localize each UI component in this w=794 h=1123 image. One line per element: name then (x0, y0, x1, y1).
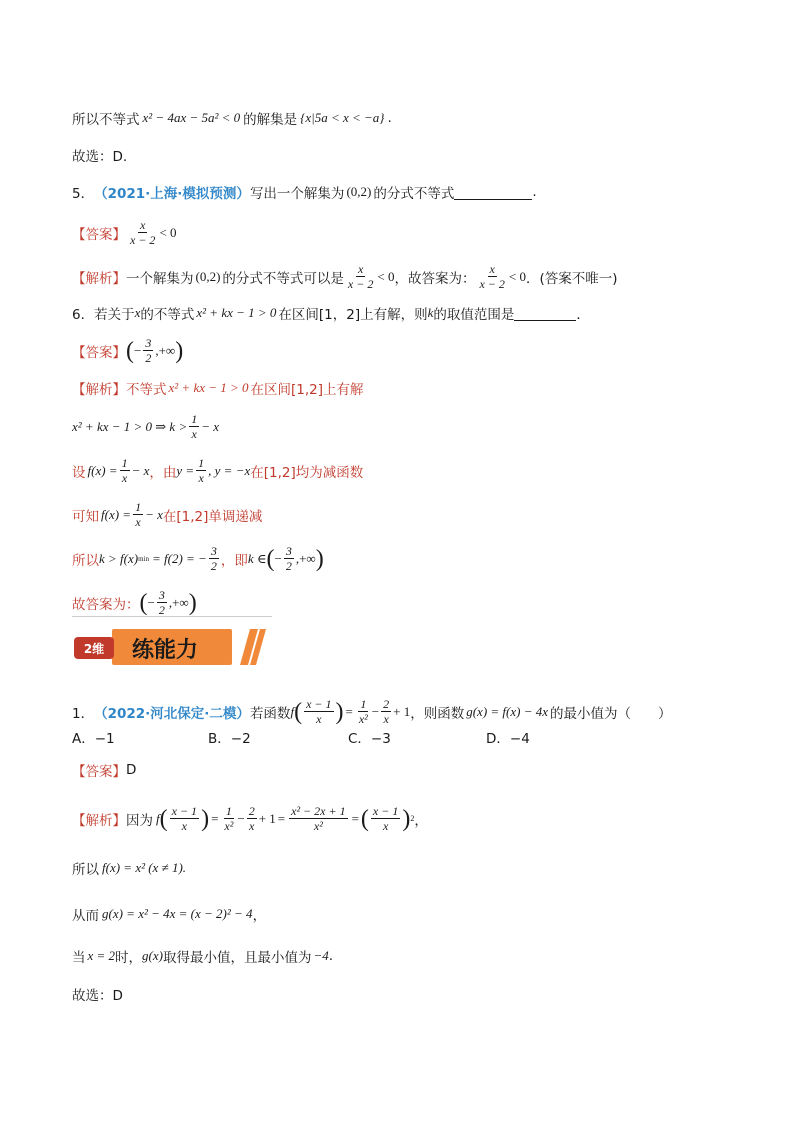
denominator: x (382, 819, 389, 833)
denominator: x (316, 712, 322, 726)
explanation-line (72, 262, 764, 291)
fraction (128, 218, 157, 247)
text: 的解集是 (243, 112, 298, 128)
section-divider (72, 616, 272, 617)
question-source: （2021·上海·模拟预测） (94, 186, 250, 202)
numerator: 3 (210, 544, 217, 558)
text: 从而 (72, 908, 99, 924)
math-expression: g(x) (142, 948, 163, 963)
denominator: x (249, 819, 255, 833)
text-line (72, 108, 764, 128)
answer-tag: 【答案】 (72, 226, 126, 243)
numerator: x − 1 (306, 697, 332, 711)
text: 所以不等式 (72, 112, 140, 128)
math-variable: f (156, 810, 160, 826)
math-expression: f(x) = (101, 506, 132, 522)
paren-right: ) (188, 589, 197, 616)
fraction (143, 336, 153, 365)
fraction (170, 804, 199, 833)
explanation-tag: 【解析】 (72, 812, 126, 829)
fraction (357, 697, 370, 726)
text: . (387, 110, 392, 126)
text: 所以 (72, 552, 99, 569)
explanation-line (72, 378, 764, 398)
question-number: 6．若关于 (72, 307, 135, 323)
text: 在区间[1,2]上有解 (250, 382, 364, 398)
math-subscript: min (138, 554, 149, 563)
numerator: x − 1 (171, 804, 198, 818)
text: 一个解集为 (126, 270, 194, 287)
text: 若函数 (249, 705, 291, 722)
math-expression: < 0 (508, 268, 526, 284)
fraction (304, 697, 333, 726)
denominator: x − 2 (347, 277, 374, 291)
fraction (284, 544, 294, 573)
text: . (328, 948, 334, 964)
math-expression: x = 2 (87, 948, 116, 963)
text: 的最小值为（ ） (550, 705, 672, 722)
math-expression: x² + kx − 1 > 0 (168, 380, 249, 395)
denominator: x² (224, 819, 234, 833)
math-expression: k > f(x) (99, 550, 139, 566)
explanation-line (72, 544, 764, 573)
math-sign: = (345, 703, 353, 719)
numerator: 1 (225, 804, 232, 818)
denominator: x (181, 819, 187, 833)
text: 的不等式 (140, 307, 195, 323)
explanation-line (72, 984, 764, 1004)
text: 故选：D (72, 988, 123, 1004)
text: ，由 (149, 464, 177, 481)
text: . (532, 184, 537, 200)
answer-line (72, 336, 764, 365)
text: ，则函数 (410, 705, 465, 722)
paren-left: ( (159, 805, 168, 832)
math-superscript: 2 (410, 814, 415, 823)
question-number: 5． (72, 186, 95, 202)
text: 设 (72, 464, 86, 481)
math-sign: − (274, 550, 282, 566)
math-expression: (0,2) (346, 184, 372, 199)
stripes-decoration-icon (232, 629, 266, 665)
numerator: x (489, 262, 495, 276)
numerator: 1 (135, 500, 142, 514)
text: 可知 (72, 508, 99, 525)
denominator: 2 (158, 603, 165, 617)
numerator: 3 (145, 336, 152, 350)
explanation-line (72, 946, 764, 966)
math-sign: = (351, 810, 359, 826)
text: 在区间[1，2]上有解，则 (278, 307, 428, 323)
math-expression: < 0 (159, 224, 177, 240)
fraction (381, 697, 391, 726)
text: 当 (72, 950, 86, 966)
math-sign: − (147, 594, 155, 610)
math-line (72, 412, 764, 441)
text: 所以 (72, 862, 99, 878)
math-sign: = (277, 810, 286, 826)
math-expression: ,+∞ (168, 594, 189, 610)
fraction (189, 412, 199, 441)
math-expression: ,+∞ (155, 342, 176, 358)
denominator: x² (358, 712, 368, 726)
numerator: x (357, 262, 364, 276)
paren-left: ( (360, 805, 369, 832)
numerator: 1 (360, 697, 367, 711)
denominator: x² (313, 819, 323, 833)
paren-right: ) (175, 337, 184, 364)
math-expression: −4 (313, 948, 329, 963)
text: 在[1,2]单调递减 (162, 508, 263, 525)
text: 故答案为： (72, 596, 140, 613)
math-expression: + 1 (258, 810, 276, 826)
fraction (371, 804, 400, 833)
math-expression: , y = −x (208, 462, 251, 478)
math-expression: {x|5a < x < −a} (300, 110, 385, 125)
paren-left: ( (266, 545, 275, 572)
paren-left: ( (294, 698, 303, 725)
math-expression: (0,2) (195, 268, 221, 284)
explanation-line (72, 500, 764, 529)
text: ， (414, 812, 428, 829)
option-b: B．−2 (208, 731, 251, 747)
math-expression: f(x) = x² (x ≠ 1). (102, 860, 187, 875)
paren-right: ) (315, 545, 324, 572)
fraction (133, 500, 143, 529)
explanation-line (72, 858, 764, 878)
question-6 (72, 303, 764, 323)
math-expression: − x (145, 506, 163, 522)
math-expression: y = (176, 462, 195, 478)
explanation-line (72, 588, 764, 617)
denominator: x (191, 427, 197, 441)
text: 写出一个解集为 (249, 186, 345, 202)
denominator: 2 (285, 559, 292, 573)
text: 因为 (126, 812, 153, 829)
fraction (157, 588, 167, 617)
question-number: 1． (72, 705, 95, 722)
math-sign: − (371, 703, 380, 719)
answer-value: D (126, 762, 137, 778)
question-source: （2022·河北保定·二模） (94, 705, 250, 722)
explanation-tag: 【解析】 (72, 270, 126, 287)
math-expression: g(x) = f(x) − 4x (466, 703, 549, 719)
fraction (222, 804, 235, 833)
practice-question-1 (72, 697, 764, 726)
question-5 (72, 182, 764, 202)
denominator: 2 (210, 559, 217, 573)
math-expression: x² − 4ax − 5a² < 0 (142, 110, 241, 125)
options-row (72, 727, 764, 747)
text: ．(答案不唯一) (525, 270, 618, 287)
answer-line (72, 760, 764, 780)
explanation-line (72, 456, 764, 485)
explanation-line (72, 904, 764, 924)
numerator: 1 (191, 412, 198, 426)
math-expression: − x (131, 462, 150, 478)
answer-blank (454, 185, 532, 200)
math-expression: − x (201, 418, 220, 434)
banner-title: 练能力 (132, 638, 199, 663)
numerator: 1 (121, 456, 128, 470)
numerator: 2 (248, 804, 255, 818)
fraction (289, 804, 347, 833)
math-expression: g(x) = x² − 4x = (x − 2)² − 4 (102, 906, 253, 921)
text: ， (252, 908, 267, 924)
answer-blank (514, 306, 576, 321)
math-sign: − (237, 810, 245, 826)
text: 故选：D. (72, 149, 128, 165)
text-line (72, 145, 764, 165)
fraction (247, 804, 257, 833)
text: 不等式 (126, 382, 167, 398)
explanation-line (72, 804, 764, 833)
math-variable: x (134, 305, 141, 320)
math-expression: f(x) = (87, 462, 118, 478)
paren-right: ) (335, 698, 344, 725)
text: 取得最小值，且最小值为 (162, 950, 312, 966)
text: 在[1,2]均为减函数 (250, 464, 364, 481)
section-banner (74, 629, 264, 667)
banner-label: 2维 (74, 637, 114, 659)
math-expression: x² + kx − 1 > 0 ⇒ k > (72, 418, 188, 434)
text: 的分式不等式可以是 (222, 270, 344, 287)
fraction (346, 262, 375, 291)
paren-right: ) (402, 805, 411, 832)
text: ，即 (220, 552, 248, 569)
text: ． (576, 307, 590, 323)
numerator: x − 1 (372, 804, 399, 818)
math-expression: < 0 (377, 268, 395, 284)
numerator: 2 (383, 697, 390, 711)
denominator: x (198, 471, 204, 485)
option-c: C．−3 (348, 731, 391, 747)
denominator: x − 2 (479, 277, 505, 291)
denominator: x (383, 712, 389, 726)
math-expression: k ∈ (247, 550, 267, 566)
numerator: x (140, 218, 146, 232)
math-variable: k (427, 305, 434, 320)
explanation-tag: 【解析】 (72, 382, 126, 398)
option-a: A．−1 (72, 731, 115, 747)
answer-line (72, 218, 764, 247)
math-expression: + 1 (393, 703, 411, 719)
fraction (477, 262, 506, 291)
paren-left: ( (126, 337, 134, 364)
denominator: x − 2 (130, 233, 156, 247)
denominator: 2 (145, 351, 152, 365)
text: ，故答案为： (394, 270, 476, 287)
paren-left: ( (139, 589, 148, 616)
text: 的分式不等式 (373, 186, 455, 202)
answer-tag: 【答案】 (72, 344, 126, 361)
math-expression: = f(2) = − (151, 550, 207, 566)
paren-right: ) (201, 805, 210, 832)
denominator: x (121, 471, 128, 485)
fraction (120, 456, 130, 485)
math-sign: = (211, 810, 219, 826)
math-expression: x² + kx − 1 > 0 (196, 305, 277, 320)
numerator: 3 (158, 588, 165, 602)
text: 的取值范围是 (433, 307, 515, 323)
denominator: x (135, 515, 141, 529)
text: 时， (115, 950, 143, 966)
numerator: x² − 2x + 1 (291, 804, 346, 818)
math-variable: f (290, 703, 295, 719)
answer-tag: 【答案】 (72, 764, 126, 780)
fraction (209, 544, 219, 573)
option-d: D．−4 (486, 731, 530, 747)
math-expression: ,+∞ (295, 550, 316, 566)
fraction (196, 456, 206, 485)
numerator: 3 (285, 544, 292, 558)
math-sign: − (134, 342, 142, 358)
numerator: 1 (198, 456, 205, 470)
